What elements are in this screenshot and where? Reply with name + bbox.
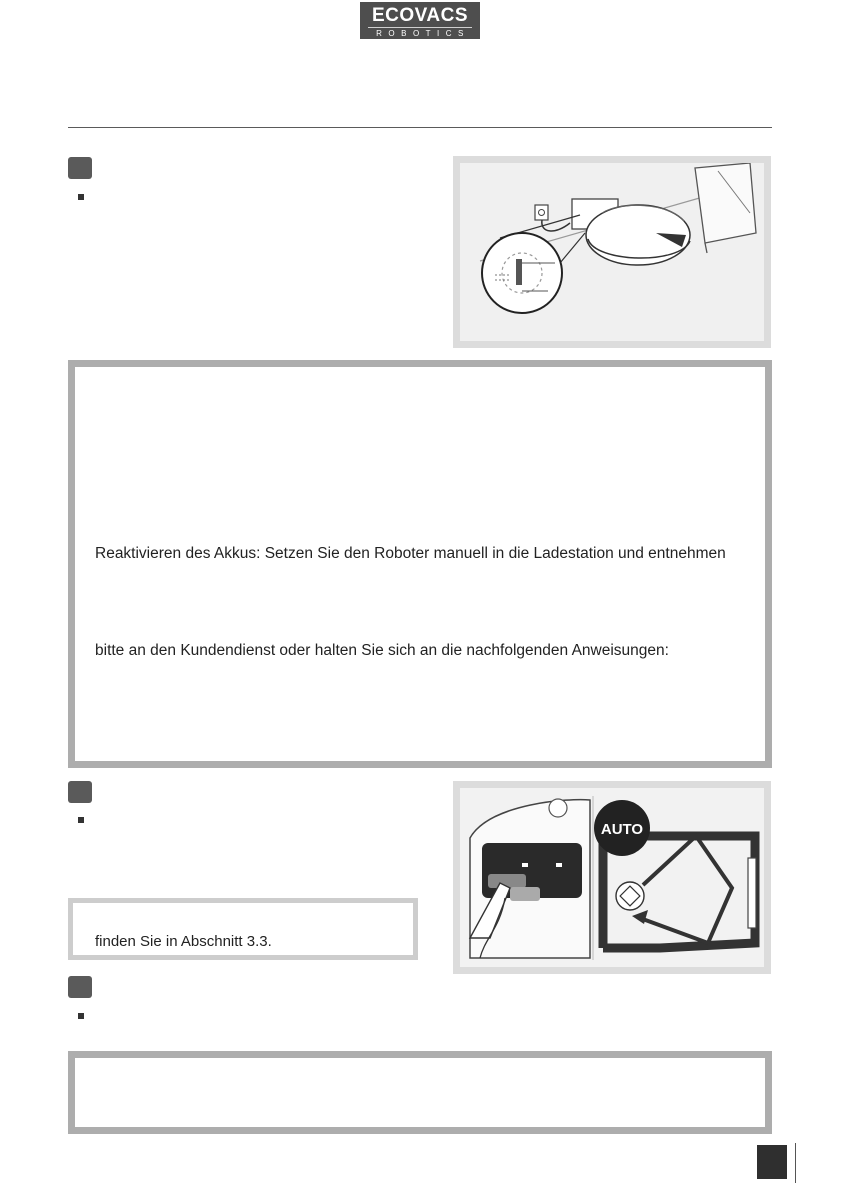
figure-robot-docking: [453, 156, 771, 348]
step-1-bullet: [78, 194, 84, 200]
docking-illustration: [460, 163, 764, 341]
auto-mode-illustration: [460, 788, 764, 967]
logo-wordmark: ECOVACS: [368, 6, 472, 28]
note-text: finden Sie in Abschnitt 3.3.: [95, 933, 272, 950]
figure-auto-mode: [453, 781, 771, 974]
brand-logo: [360, 2, 480, 39]
auto-label: AUTO: [600, 821, 644, 838]
header-divider: [68, 127, 772, 128]
step-1-marker: [68, 157, 92, 179]
warning-line-support: bitte an den Kundendienst oder halten Sie sich an die nachfolgenden Anweisungen:: [95, 642, 669, 659]
warning-box: [68, 360, 772, 768]
step-3-marker: [68, 976, 92, 998]
page-number-marker: [757, 1145, 787, 1179]
warning-line-reactivate: Reaktivieren des Akkus: Setzen Sie den Roboter manuell in die Ladestation und entnehmen: [95, 545, 726, 562]
bottom-info-box: [68, 1051, 772, 1134]
note-box: [68, 898, 418, 960]
step-2-marker: [68, 781, 92, 803]
page-number-rule: [795, 1143, 796, 1183]
logo-tagline: ROBOTICS: [376, 29, 470, 38]
step-2-bullet: [78, 817, 84, 823]
step-3-bullet: [78, 1013, 84, 1019]
